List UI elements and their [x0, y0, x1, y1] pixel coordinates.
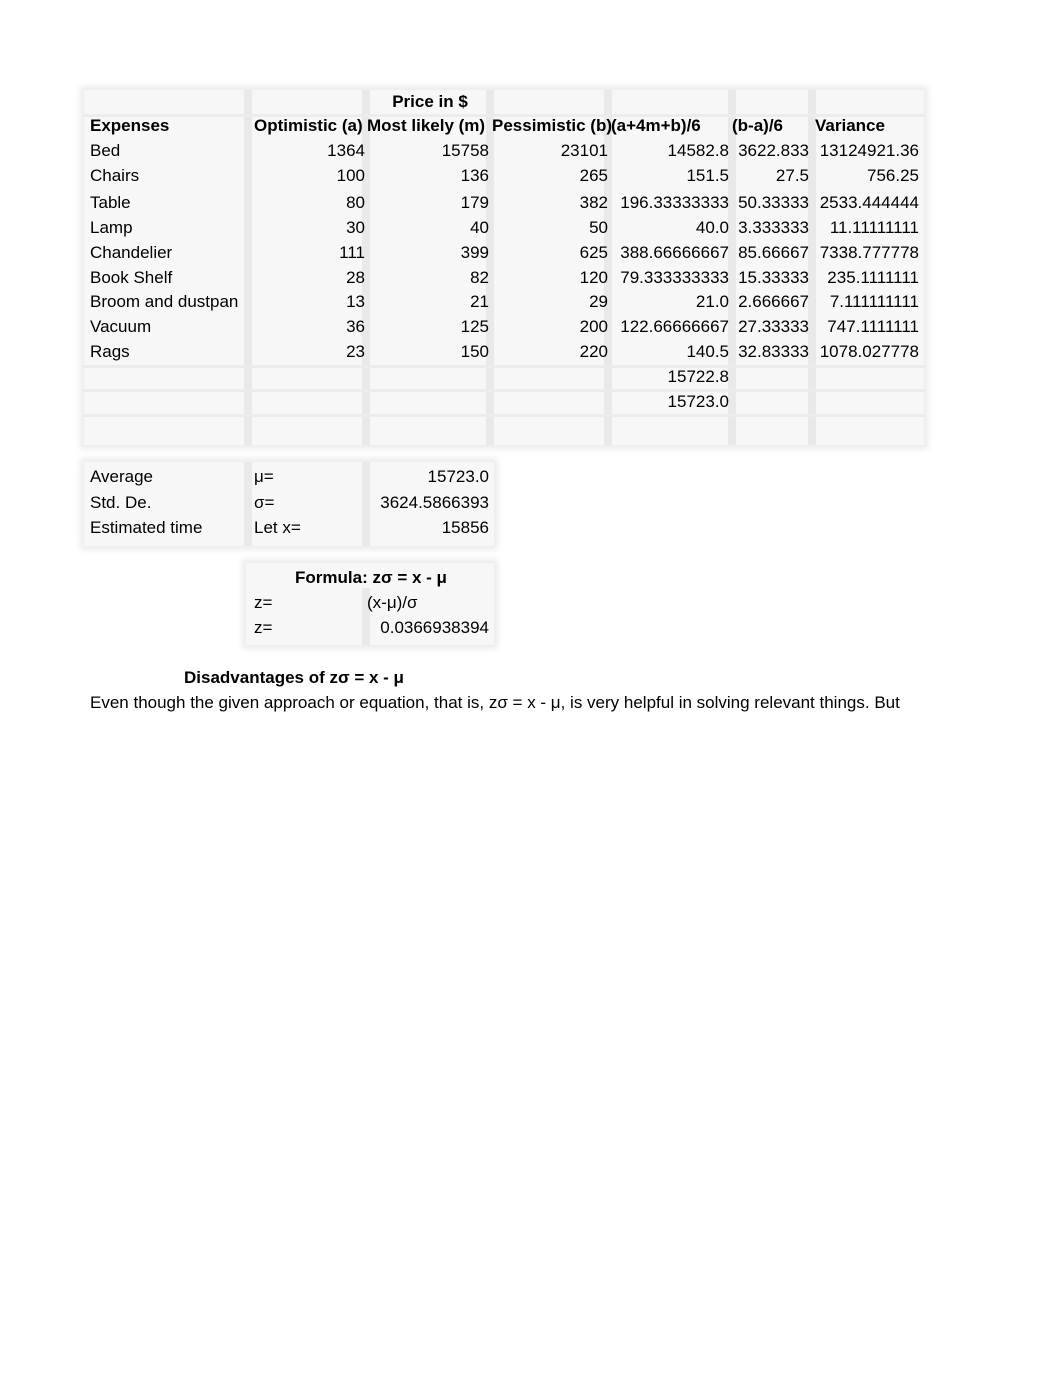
table-cell: 120	[579, 268, 608, 287]
header-pessimistic: Pessimistic (b)	[492, 116, 612, 135]
table-cell: 111	[339, 243, 365, 262]
table-cell: 32.83333	[738, 342, 809, 361]
stat-label: Std. De.	[90, 493, 152, 512]
table-cell: 265	[579, 166, 608, 185]
table-cell: 196.33333333	[620, 193, 729, 212]
header-std: (b-a)/6	[732, 116, 783, 135]
header-optimistic: Optimistic (a)	[254, 116, 363, 135]
table-cell: 23	[346, 342, 365, 361]
table-cell: 625	[579, 243, 608, 262]
expense-name: Bed	[90, 141, 121, 160]
table-cell: 85.66667	[738, 243, 809, 262]
table-cell: 756.25	[867, 166, 919, 185]
expense-name: Vacuum	[90, 317, 152, 336]
stat-label: Estimated time	[90, 518, 203, 537]
formula-label: z=	[254, 593, 273, 612]
expense-name: Lamp	[90, 218, 133, 237]
table-cell: 30	[346, 218, 365, 237]
grid-line	[84, 414, 924, 417]
table-cell: 40.0	[695, 218, 729, 237]
table-cell: 136	[460, 166, 489, 185]
table-cell: 220	[579, 342, 608, 361]
table-cell: 79.333333333	[620, 268, 729, 287]
table-cell: 15.33333	[738, 268, 809, 287]
table-cell: 50.33333	[738, 193, 809, 212]
table-cell: 1364	[327, 141, 365, 160]
expense-name: Broom and dustpan	[90, 292, 239, 311]
table-cell: 27.33333	[738, 317, 809, 336]
stat-symbol: Let x=	[254, 518, 301, 537]
table-cell: 747.1111111	[827, 317, 919, 336]
table-cell: 36	[346, 317, 365, 336]
table-cell: 235.1111111	[827, 268, 919, 287]
stat-value: 15856	[441, 518, 489, 537]
table-cell: 179	[460, 193, 489, 212]
expense-name: Table	[90, 193, 131, 212]
table-cell: 13	[346, 292, 365, 311]
header-most-likely: Most likely (m)	[367, 116, 486, 135]
price-super-header: Price in $	[392, 92, 468, 111]
grid-line	[84, 389, 924, 392]
table-cell: 122.66666667	[620, 317, 729, 336]
table-cell: 1078.027778	[819, 342, 919, 361]
grid-line	[84, 365, 924, 368]
header-expenses: Expenses	[90, 116, 170, 135]
table-cell: 28	[346, 268, 365, 287]
total-expected-rounded: 15723.0	[667, 392, 729, 411]
table-cell: 50	[589, 218, 608, 237]
disadvantages-heading: Disadvantages of zσ = x - μ	[184, 668, 404, 687]
stat-symbol: σ=	[254, 493, 275, 512]
header-expected: (a+4m+b)/6	[611, 116, 701, 135]
stat-symbol: μ=	[254, 467, 274, 486]
table-cell: 2533.444444	[819, 193, 919, 212]
stat-value: 15723.0	[427, 467, 489, 486]
expense-name: Book Shelf	[90, 268, 173, 287]
formula-value: (x-μ)/σ	[367, 593, 418, 612]
table-cell: 7338.777778	[819, 243, 919, 262]
table-cell: 2.666667	[738, 292, 809, 311]
table-cell: 21.0	[695, 292, 729, 311]
grid-line	[244, 462, 252, 546]
table-cell: 151.5	[686, 166, 729, 185]
table-cell: 21	[470, 292, 489, 311]
table-cell: 382	[579, 193, 608, 212]
expense-name: Chairs	[90, 166, 140, 185]
table-cell: 150	[460, 342, 489, 361]
table-cell: 13124921.36	[819, 141, 919, 160]
table-cell: 200	[579, 317, 608, 336]
formula-label: z=	[254, 618, 273, 637]
expense-name: Chandelier	[90, 243, 173, 262]
stat-value: 3624.5866393	[380, 493, 489, 512]
table-cell: 100	[336, 166, 365, 185]
expense-name: Rags	[90, 342, 130, 361]
table-cell: 14582.8	[667, 141, 729, 160]
table-cell: 3.333333	[738, 218, 809, 237]
disadvantages-text: Even though the given approach or equation, that is, zσ = x - μ, is very helpful in solving relevant things. But	[90, 693, 900, 712]
table-cell: 15758	[441, 141, 489, 160]
table-cell: 40	[470, 218, 489, 237]
total-expected: 15722.8	[667, 367, 729, 386]
table-cell: 7.111111111	[829, 292, 919, 311]
formula-value: 0.0366938394	[380, 618, 489, 637]
stat-label: Average	[90, 467, 154, 486]
table-cell: 29	[589, 292, 608, 311]
header-variance: Variance	[815, 116, 885, 135]
table-cell: 140.5	[686, 342, 729, 361]
formula-title: Formula: zσ = x - μ	[295, 568, 447, 587]
table-cell: 399	[460, 243, 489, 262]
table-cell: 23101	[560, 141, 608, 160]
table-cell: 388.66666667	[620, 243, 729, 262]
table-cell: 80	[346, 193, 365, 212]
table-cell: 27.5	[775, 166, 809, 185]
table-cell: 82	[470, 268, 489, 287]
table-cell: 3622.833	[738, 141, 809, 160]
table-cell: 125	[460, 317, 489, 336]
table-cell: 11.11111111	[829, 218, 919, 237]
